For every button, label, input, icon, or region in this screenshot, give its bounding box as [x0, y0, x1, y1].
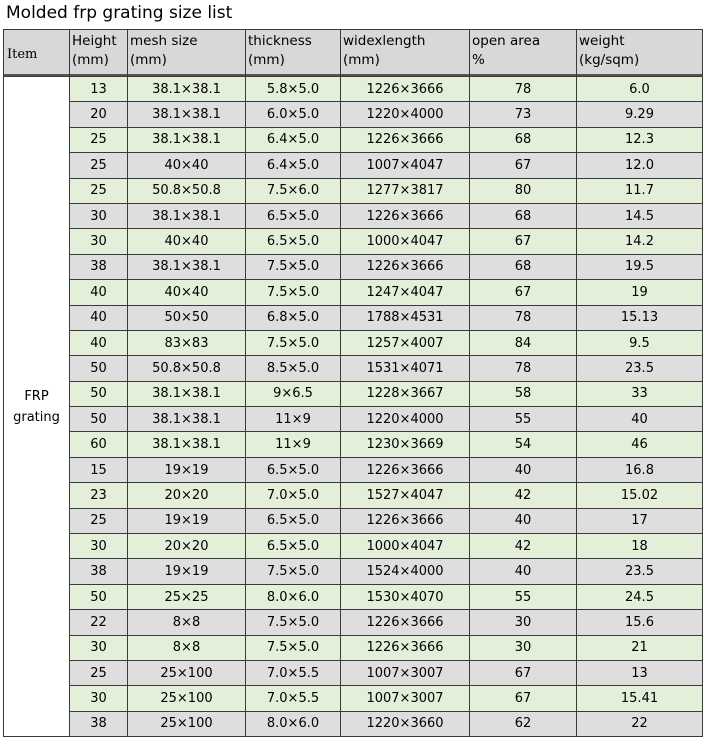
header-item-label: Item: [7, 46, 38, 62]
table-cell: 7.5×5.0: [246, 610, 341, 635]
table-cell: 1007×4047: [341, 153, 470, 178]
table-cell: 67: [470, 280, 577, 305]
table-cell: 50.8×50.8: [128, 178, 246, 203]
header-line: widexlength: [343, 33, 426, 49]
header-line: (mm): [130, 52, 167, 68]
table-cell: 8×8: [128, 610, 246, 635]
table-cell: 68: [470, 127, 577, 152]
table-cell: 1000×4047: [341, 534, 470, 559]
header-line: open area: [472, 33, 541, 49]
header-mesh-size: [128, 30, 246, 77]
item-cell: [4, 77, 70, 737]
table-cell: 20×20: [128, 483, 246, 508]
table-cell: 12.3: [577, 127, 703, 152]
header-line: mesh size: [130, 33, 198, 49]
table-cell: 30: [70, 635, 128, 660]
table-cell: 78: [470, 77, 577, 102]
table-cell: 25×25: [128, 584, 246, 609]
table-cell: 46: [577, 432, 703, 457]
table-cell: 23.5: [577, 356, 703, 381]
table-cell: 16.8: [577, 457, 703, 482]
header-open-area: [470, 30, 577, 77]
table-cell: 40: [70, 330, 128, 355]
table-cell: 25×100: [128, 686, 246, 711]
table-row: [4, 203, 703, 228]
table-cell: 14.2: [577, 229, 703, 254]
table-cell: 33: [577, 381, 703, 406]
table-cell: 38.1×38.1: [128, 127, 246, 152]
header-row: [4, 30, 703, 77]
table-cell: 80: [470, 178, 577, 203]
table-cell: 38: [70, 254, 128, 279]
table-cell: 7.5×5.0: [246, 559, 341, 584]
item-label: FRP: [24, 388, 49, 404]
table-cell: 8.0×6.0: [246, 584, 341, 609]
table-cell: 73: [470, 102, 577, 127]
table-cell: 84: [470, 330, 577, 355]
table-cell: 50×50: [128, 305, 246, 330]
table-cell: 50.8×50.8: [128, 356, 246, 381]
table-cell: 22: [577, 711, 703, 736]
table-cell: 1228×3667: [341, 381, 470, 406]
table-row: [4, 711, 703, 736]
table-cell: 15.02: [577, 483, 703, 508]
table-cell: 30: [70, 534, 128, 559]
table-cell: 38.1×38.1: [128, 254, 246, 279]
table-cell: 23.5: [577, 559, 703, 584]
table-cell: 42: [470, 534, 577, 559]
table-row: [4, 280, 703, 305]
table-cell: 7.5×5.0: [246, 330, 341, 355]
table-row: [4, 534, 703, 559]
table-cell: 38.1×38.1: [128, 432, 246, 457]
table-cell: 1226×3666: [341, 635, 470, 660]
table-cell: 1220×4000: [341, 407, 470, 432]
table-cell: 7.0×5.0: [246, 483, 341, 508]
table-cell: 1527×4047: [341, 483, 470, 508]
table-row: [4, 610, 703, 635]
table-cell: 11×9: [246, 407, 341, 432]
table-cell: 15: [70, 457, 128, 482]
table-cell: 40×40: [128, 280, 246, 305]
table-cell: 5.8×5.0: [246, 77, 341, 102]
table-cell: 23: [70, 483, 128, 508]
table-body: [4, 77, 703, 737]
table-cell: 6.4×5.0: [246, 127, 341, 152]
table-cell: 1000×4047: [341, 229, 470, 254]
table-cell: 1226×3666: [341, 457, 470, 482]
table-cell: 50: [70, 407, 128, 432]
table-cell: 1226×3666: [341, 508, 470, 533]
table-cell: 9×6.5: [246, 381, 341, 406]
table-row: [4, 178, 703, 203]
table-cell: 18: [577, 534, 703, 559]
header-line: weight: [579, 33, 625, 49]
table-cell: 11×9: [246, 432, 341, 457]
table-cell: 6.0×5.0: [246, 102, 341, 127]
table-cell: 30: [70, 203, 128, 228]
table-cell: 12.0: [577, 153, 703, 178]
table-row: [4, 686, 703, 711]
table-cell: 40: [70, 305, 128, 330]
header-line: (kg/sqm): [579, 52, 640, 68]
table-row: [4, 559, 703, 584]
table-row: [4, 635, 703, 660]
table-cell: 40: [470, 559, 577, 584]
header-height: [70, 30, 128, 77]
table-cell: 68: [470, 254, 577, 279]
table-cell: 55: [470, 584, 577, 609]
table-cell: 9.5: [577, 330, 703, 355]
table-cell: 1007×3007: [341, 660, 470, 685]
table-cell: 1220×3660: [341, 711, 470, 736]
table-cell: 21: [577, 635, 703, 660]
page-title: Molded frp grating size list: [6, 3, 233, 23]
table-cell: 22: [70, 610, 128, 635]
table-cell: 1007×3007: [341, 686, 470, 711]
header-wide-length: [341, 30, 470, 77]
table-cell: 8×8: [128, 635, 246, 660]
table-cell: 19×19: [128, 457, 246, 482]
table-cell: 25×100: [128, 660, 246, 685]
table-cell: 1788×4531: [341, 305, 470, 330]
table-cell: 40: [70, 280, 128, 305]
table-row: [4, 229, 703, 254]
table-cell: 83×83: [128, 330, 246, 355]
table-cell: 6.5×5.0: [246, 457, 341, 482]
table-cell: 38.1×38.1: [128, 381, 246, 406]
table-row: [4, 356, 703, 381]
header-line: (mm): [248, 52, 285, 68]
table-cell: 30: [470, 635, 577, 660]
table-row: [4, 483, 703, 508]
header-line: %: [472, 52, 485, 68]
table-cell: 1277×3817: [341, 178, 470, 203]
table-cell: 25: [70, 508, 128, 533]
header-item: [4, 30, 70, 77]
table-cell: 67: [470, 660, 577, 685]
table-cell: 25: [70, 178, 128, 203]
table-cell: 1257×4007: [341, 330, 470, 355]
table-cell: 19×19: [128, 508, 246, 533]
table-row: [4, 432, 703, 457]
table-cell: 68: [470, 203, 577, 228]
table-cell: 30: [70, 686, 128, 711]
table-cell: 38.1×38.1: [128, 77, 246, 102]
header-weight: [577, 30, 703, 77]
table-cell: 6.4×5.0: [246, 153, 341, 178]
table-cell: 60: [70, 432, 128, 457]
table-cell: 38: [70, 559, 128, 584]
table-row: [4, 153, 703, 178]
table-cell: 19×19: [128, 559, 246, 584]
table-cell: 55: [470, 407, 577, 432]
table-cell: 20×20: [128, 534, 246, 559]
table-row: [4, 508, 703, 533]
table-row: [4, 407, 703, 432]
table-row: [4, 584, 703, 609]
table-cell: 7.5×5.0: [246, 280, 341, 305]
table-cell: 50: [70, 356, 128, 381]
table-cell: 30: [70, 229, 128, 254]
table-cell: 13: [577, 660, 703, 685]
table-cell: 7.5×6.0: [246, 178, 341, 203]
table-cell: 15.6: [577, 610, 703, 635]
table-cell: 9.29: [577, 102, 703, 127]
table-cell: 25: [70, 127, 128, 152]
table-cell: 54: [470, 432, 577, 457]
table-row: [4, 381, 703, 406]
table-cell: 38.1×38.1: [128, 203, 246, 228]
table-cell: 15.13: [577, 305, 703, 330]
table-row: [4, 330, 703, 355]
table-cell: 6.5×5.0: [246, 229, 341, 254]
table-cell: 19: [577, 280, 703, 305]
table-cell: 1230×3669: [341, 432, 470, 457]
table-cell: 40: [577, 407, 703, 432]
table-cell: 1226×3666: [341, 203, 470, 228]
table-cell: 67: [470, 229, 577, 254]
table-row: [4, 77, 703, 102]
table-cell: 14.5: [577, 203, 703, 228]
table-cell: 7.5×5.0: [246, 635, 341, 660]
header-line: Height: [72, 33, 117, 49]
table-cell: 8.5×5.0: [246, 356, 341, 381]
table-cell: 1220×4000: [341, 102, 470, 127]
table-cell: 78: [470, 305, 577, 330]
table-cell: 62: [470, 711, 577, 736]
table-cell: 15.41: [577, 686, 703, 711]
table-cell: 38.1×38.1: [128, 102, 246, 127]
table-row: [4, 305, 703, 330]
table-cell: 6.8×5.0: [246, 305, 341, 330]
table-cell: 13: [70, 77, 128, 102]
table-row: [4, 457, 703, 482]
table-cell: 8.0×6.0: [246, 711, 341, 736]
header-line: thickness: [248, 33, 312, 49]
table-cell: 17: [577, 508, 703, 533]
table-row: [4, 102, 703, 127]
table-cell: 67: [470, 686, 577, 711]
table-cell: 1226×3666: [341, 610, 470, 635]
table-cell: 42: [470, 483, 577, 508]
table-cell: 50: [70, 584, 128, 609]
table-cell: 1226×3666: [341, 127, 470, 152]
table-cell: 25: [70, 153, 128, 178]
table-cell: 25: [70, 660, 128, 685]
table-cell: 78: [470, 356, 577, 381]
table-row: [4, 660, 703, 685]
size-table: [3, 29, 703, 737]
table-cell: 38: [70, 711, 128, 736]
table-cell: 40×40: [128, 153, 246, 178]
table-cell: 25×100: [128, 711, 246, 736]
table-cell: 19.5: [577, 254, 703, 279]
table-cell: 1226×3666: [341, 254, 470, 279]
table-row: [4, 127, 703, 152]
table-cell: 1247×4047: [341, 280, 470, 305]
table-cell: 1530×4070: [341, 584, 470, 609]
table-cell: 24.5: [577, 584, 703, 609]
table-cell: 7.0×5.5: [246, 686, 341, 711]
table-cell: 11.7: [577, 178, 703, 203]
table-cell: 1226×3666: [341, 77, 470, 102]
table-cell: 67: [470, 153, 577, 178]
table-cell: 40: [470, 508, 577, 533]
table-cell: 6.0: [577, 77, 703, 102]
item-label: grating: [13, 409, 60, 425]
table-cell: 7.0×5.5: [246, 660, 341, 685]
table-cell: 38.1×38.1: [128, 407, 246, 432]
table-cell: 40: [470, 457, 577, 482]
table-cell: 58: [470, 381, 577, 406]
header-line: (mm): [72, 52, 109, 68]
table-cell: 6.5×5.0: [246, 534, 341, 559]
table-cell: 1524×4000: [341, 559, 470, 584]
table-row: [4, 254, 703, 279]
table-cell: 30: [470, 610, 577, 635]
header-line: (mm): [343, 52, 380, 68]
table-cell: 6.5×5.0: [246, 203, 341, 228]
table-cell: 20: [70, 102, 128, 127]
table-cell: 7.5×5.0: [246, 254, 341, 279]
table-cell: 50: [70, 381, 128, 406]
table-cell: 1531×4071: [341, 356, 470, 381]
table-cell: 40×40: [128, 229, 246, 254]
table-cell: 6.5×5.0: [246, 508, 341, 533]
header-thickness: [246, 30, 341, 77]
